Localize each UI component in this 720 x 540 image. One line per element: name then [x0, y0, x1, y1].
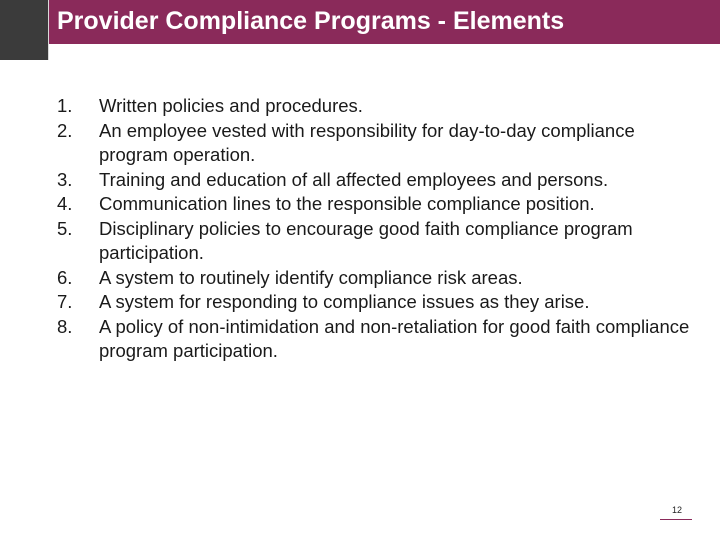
list-item: [57, 217, 707, 266]
list-item-number: 1.: [57, 95, 73, 116]
list-item-text: Disciplinary policies to encourage good faith compliance program participation.: [99, 217, 633, 263]
list-item-text: A policy of non-intimidation and non-retaliation for good faith compliance program participation.: [99, 315, 690, 361]
element-list: [57, 94, 707, 364]
list-item-text: Written policies and procedures.: [99, 95, 363, 116]
list-item-text: A system to routinely identify compliance risk areas.: [99, 266, 523, 288]
list-item-number: 4.: [57, 193, 73, 214]
title-accent-block: [0, 0, 49, 60]
list-item-number: 6.: [57, 266, 73, 288]
list-item: [57, 290, 707, 315]
list-item: [57, 192, 707, 217]
title-accent-strip: [48, 0, 49, 60]
slide-title: Provider Compliance Programs - Elements: [57, 7, 565, 35]
list-item-number: 8.: [57, 315, 73, 337]
page-number-rule: [660, 519, 692, 520]
list-item-text: Communication lines to the responsible compliance position.: [99, 193, 595, 214]
list-item-number: 2.: [57, 119, 73, 141]
list-item-number: 3.: [57, 168, 73, 190]
list-item-text: An employee vested with responsibility for day-to-day compliance program operation.: [99, 119, 635, 165]
list-item: [57, 315, 707, 364]
list-item: [57, 266, 707, 291]
list-item: [57, 94, 707, 119]
list-item-text: A system for responding to compliance issues as they arise.: [99, 291, 590, 312]
list-item-number: 5.: [57, 217, 73, 239]
list-item-number: 7.: [57, 291, 73, 312]
page-number: 12: [672, 505, 683, 515]
list-item: [57, 119, 707, 168]
list-item-text: Training and education of all affected employees and persons.: [99, 168, 609, 190]
list-item: [57, 168, 707, 193]
